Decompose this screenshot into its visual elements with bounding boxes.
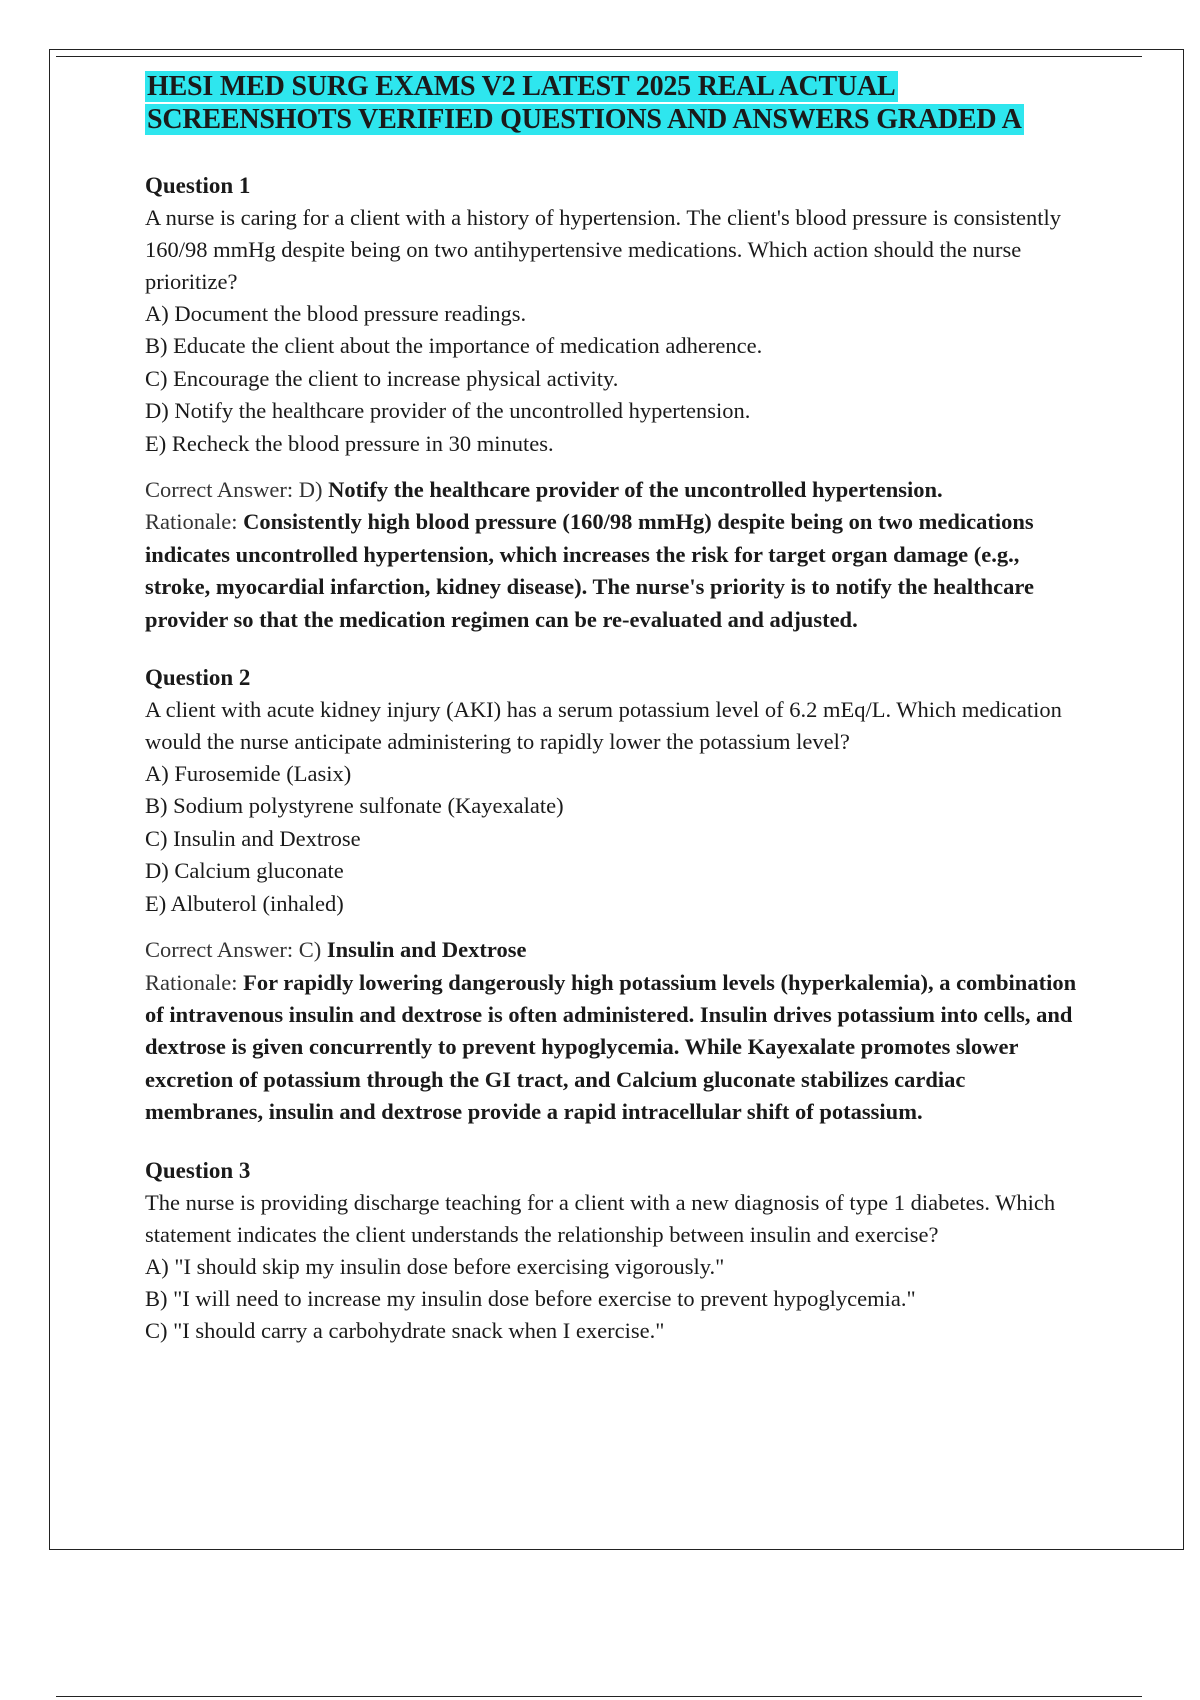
question-heading: Question 3	[145, 1157, 251, 1183]
rationale-label: Rationale:	[145, 969, 244, 995]
question-3	[145, 1155, 1085, 1348]
option-d: D) Notify the healthcare provider of the uncontrolled hypertension.	[145, 398, 751, 424]
answer-options	[145, 1251, 1085, 1348]
title-line-1: HESI MED SURG EXAMS V2 LATEST 2025 REAL ACTUAL	[147, 71, 896, 102]
correct-answer	[145, 474, 1085, 506]
option-a: A) "I should skip my insulin dose before exercising vigorously."	[145, 1253, 725, 1279]
question-2	[145, 662, 1085, 1128]
question-text: A client with acute kidney injury (AKI) has a serum potassium level of 6.2 mEq/L. Which medication would the nurse anticipate administering to rapidly lower the potassium level?	[145, 697, 1062, 755]
correct-answer	[145, 934, 1085, 966]
document-title	[145, 70, 1085, 136]
option-b: B) "I will need to increase my insulin dose before exercise to prevent hypoglycemia."	[145, 1285, 916, 1311]
option-a: A) Document the blood pressure readings.	[145, 301, 527, 326]
question-heading: Question 1	[145, 173, 251, 198]
option-e: E) Albuterol (inhaled)	[145, 890, 344, 916]
question-heading: Question 2	[145, 665, 251, 691]
bottom-rule	[56, 1696, 1142, 1697]
correct-answer-letter: D)	[298, 477, 329, 503]
option-e: E) Recheck the blood pressure in 30 minutes.	[145, 430, 554, 456]
correct-answer-label: Correct Answer:	[145, 477, 299, 503]
correct-answer-text: Notify the healthcare provider of the uncontrolled hypertension.	[328, 477, 943, 503]
rationale	[145, 506, 1085, 636]
correct-answer-letter: C)	[298, 937, 327, 963]
option-c: C) Insulin and Dextrose	[145, 825, 361, 851]
document-content	[145, 70, 1085, 1348]
correct-answer-text: Insulin and Dextrose	[326, 937, 527, 963]
rationale-label: Rationale:	[145, 509, 244, 535]
option-c: C) Encourage the client to increase physical activity.	[145, 365, 619, 391]
rationale-text: For rapidly lowering dangerously high potassium levels (hyperkalemia), a combination of intravenous insulin and dextrose is often administered. Insulin drives potassium into cells, and dextrose is given concurrently to prevent hypoglycemia. While Kayexalate promotes slower excretion of potassium through the GI tract, and Calcium gluconate stabilizes cardiac membranes, insulin and dextrose provide a rapid intracellular shift of potassium.	[145, 969, 1077, 1125]
option-d: D) Calcium gluconate	[145, 858, 344, 884]
option-a: A) Furosemide (Lasix)	[145, 761, 352, 787]
question-text: The nurse is providing discharge teaching for a client with a new diagnosis of type 1 diabetes. Which statement indicates the client understands the relationship between insulin and exercise?	[145, 1189, 1056, 1247]
title-line-2: SCREENSHOTS VERIFIED QUESTIONS AND ANSWERS GRADED A	[147, 104, 1022, 135]
correct-answer-label: Correct Answer:	[145, 937, 299, 963]
answer-options	[145, 758, 1085, 920]
option-b: B) Sodium polystyrene sulfonate (Kayexalate)	[145, 793, 564, 819]
question-1	[145, 170, 1085, 636]
option-c: C) "I should carry a carbohydrate snack when I exercise."	[145, 1318, 665, 1344]
answer-block	[145, 934, 1085, 1128]
rationale	[145, 967, 1085, 1129]
question-text: A nurse is caring for a client with a history of hypertension. The client's blood pressure is consistently 160/98 mmHg despite being on two antihypertensive medications. Which action should the nurse prioritize?	[145, 205, 1061, 294]
option-b: B) Educate the client about the importance of medication adherence.	[145, 333, 763, 359]
top-rule	[56, 56, 1142, 57]
answer-block	[145, 474, 1085, 636]
rationale-text: Consistently high blood pressure (160/98 mmHg) despite being on two medications indicates uncontrolled hypertension, which increases the risk for target organ damage (e.g., stroke, myocardial infarction, kidney disease). The nurse's priority is to notify the healthcare provider so that the medication regimen can be re-evaluated and adjusted.	[145, 509, 1034, 632]
answer-options	[145, 298, 1085, 460]
